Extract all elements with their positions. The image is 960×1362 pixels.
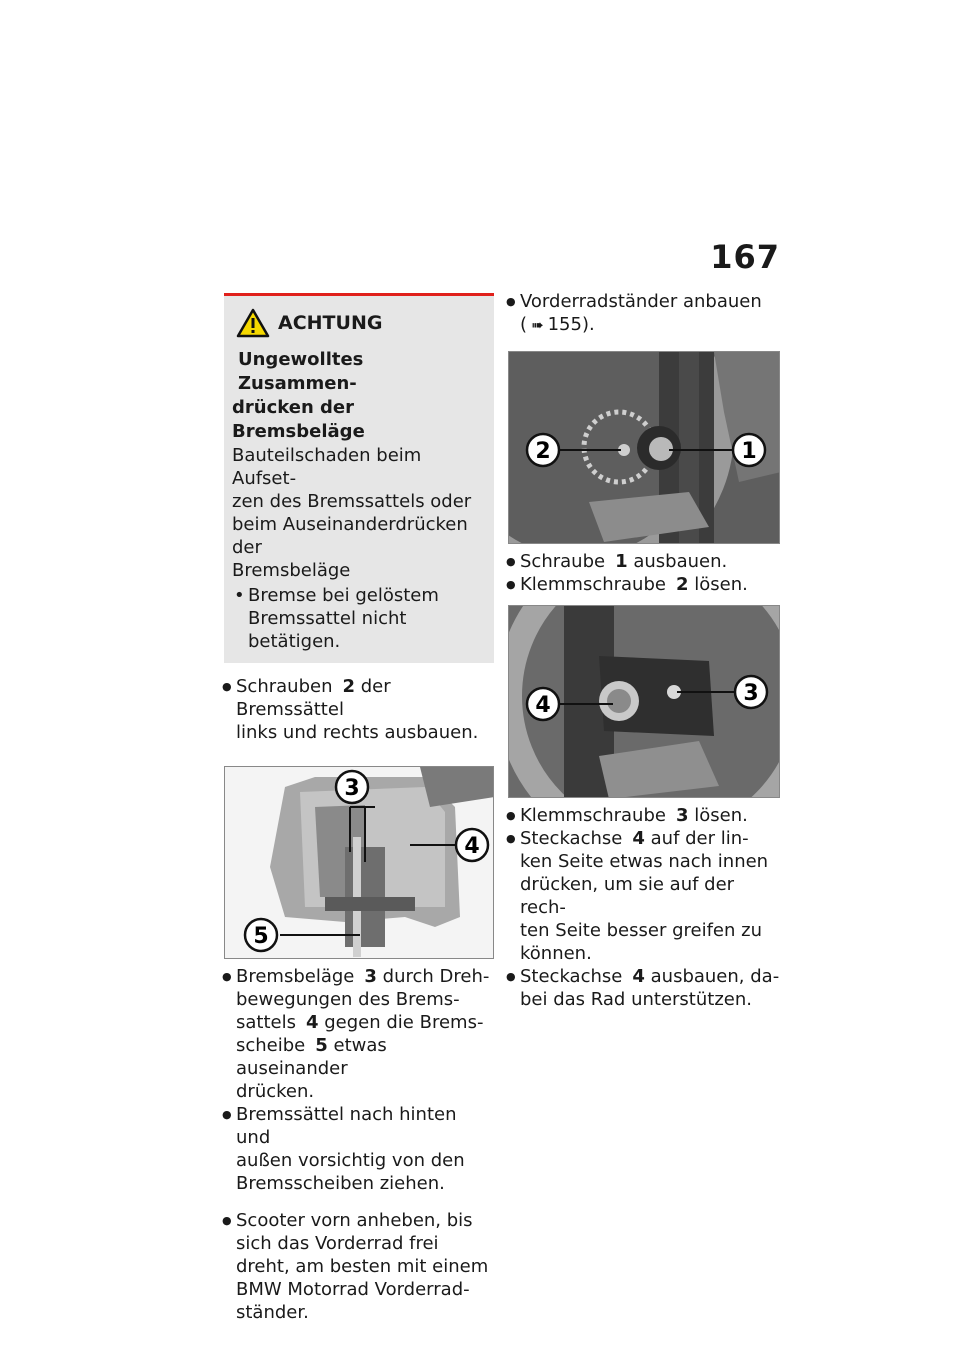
left-column	[224, 293, 494, 1324]
warning-subtitle-line: drücken der Bremsbeläge	[232, 397, 365, 442]
step-text: ausbauen.	[633, 551, 728, 572]
callout-label: 2	[535, 439, 551, 464]
step-text: Bremssättel nach hinten und	[236, 1104, 457, 1148]
step-text: gegen die Brems-	[324, 1012, 484, 1033]
warning-text	[232, 444, 486, 582]
figure-axle-right	[508, 351, 780, 544]
warning-bullet	[232, 584, 486, 653]
step-text: lösen.	[694, 805, 748, 826]
step-text: drücken, um sie auf der rech-	[520, 874, 735, 918]
callout-label: 5	[253, 924, 269, 949]
callout-label: 1	[741, 439, 757, 464]
step-text: Klemmschraube	[520, 574, 666, 595]
warning-header	[236, 308, 486, 338]
step-remove-screw	[508, 550, 780, 573]
axle-left-illustration	[509, 606, 780, 798]
step-text: (	[520, 314, 528, 335]
warning-box	[224, 293, 494, 663]
figure-axle-left	[508, 605, 780, 798]
warning-bullet-line: • Bremse bei gelöstem	[248, 585, 439, 606]
step-ref-number: 4	[632, 828, 645, 849]
step-text: bewegungen des Brems-	[236, 989, 460, 1010]
step-text: ten Seite besser greifen zu	[520, 920, 762, 941]
warning-text-line: beim Auseinanderdrücken der	[232, 514, 468, 558]
step-text: der Bremssättel	[236, 676, 391, 720]
step-text: Klemmschraube	[520, 805, 666, 826]
step-loosen-clamp-2	[508, 573, 780, 596]
warning-title: ACHTUNG	[278, 312, 383, 334]
step-ref-number: 2	[342, 676, 356, 697]
step-text: bei das Rad unterstützen.	[520, 989, 752, 1010]
figure-brake-caliper	[224, 766, 494, 959]
step-lift-scooter	[224, 1209, 494, 1324]
step-text: Bremsscheiben ziehen.	[236, 1173, 445, 1194]
step-text: ken Seite etwas nach innen	[520, 851, 769, 872]
right-column	[508, 290, 780, 1011]
warning-bullet-line: Bremssattel nicht betätigen.	[248, 608, 407, 652]
axle-right-illustration	[509, 352, 780, 544]
step-text: Vorderradständer anbauen	[520, 291, 762, 312]
caliper-illustration	[225, 767, 494, 959]
step-text: drücken.	[236, 1081, 315, 1102]
step-text: sattels	[236, 1012, 296, 1033]
step-ref-number: 4	[305, 1012, 319, 1033]
step-ref-number: 5	[315, 1035, 328, 1056]
step-press-pads	[224, 965, 494, 1103]
step-ref-number: 2	[675, 574, 689, 595]
step-push-axle	[508, 827, 780, 965]
step-text: Schrauben	[236, 676, 333, 697]
step-remove-screws	[224, 675, 494, 744]
callout-label: 3	[344, 776, 360, 801]
step-text: etwas auseinander	[236, 1035, 387, 1079]
step-text: 155).	[547, 314, 595, 335]
warning-subtitle-line: Ungewolltes Zusammen-	[238, 349, 364, 394]
step-ref-number: 3	[675, 805, 689, 826]
step-remove-axle	[508, 965, 780, 1011]
step-text: durch Dreh-	[382, 966, 490, 987]
step-text: außen vorsichtig von den	[236, 1150, 465, 1171]
step-text: dreht, am besten mit einem	[236, 1256, 489, 1277]
step-text: Scooter vorn anheben, bis	[236, 1210, 473, 1231]
callout-label: 4	[464, 834, 480, 859]
step-text: links und rechts ausbauen.	[236, 722, 479, 743]
step-text: Bremsbeläge	[236, 966, 355, 987]
step-text: Steckachse	[520, 828, 623, 849]
page-number: 167	[710, 238, 780, 276]
step-loosen-clamp-3	[508, 804, 780, 827]
reference-arrow-icon: ➠	[531, 316, 544, 334]
step-text: scheibe	[236, 1035, 306, 1056]
step-ref-number: 4	[632, 966, 645, 987]
callout-label: 4	[535, 693, 551, 718]
step-mount-stand	[508, 290, 780, 337]
warning-text-line: Bremsbeläge	[232, 560, 351, 581]
step-ref-number: 3	[364, 966, 377, 987]
step-text: sich das Vorderrad frei	[236, 1233, 439, 1254]
step-ref-number: 1	[615, 551, 628, 572]
step-text: ausbauen, da-	[650, 966, 780, 987]
step-pull-calipers	[224, 1103, 494, 1195]
step-text: BMW Motorrad Vorderrad-	[236, 1279, 470, 1300]
step-text: ständer.	[236, 1302, 309, 1323]
warning-triangle-icon	[236, 308, 270, 338]
step-text: Steckachse	[520, 966, 623, 987]
step-text: lösen.	[694, 574, 748, 595]
step-text: auf der lin-	[650, 828, 749, 849]
callout-label: 3	[743, 681, 759, 706]
warning-subtitle	[232, 348, 486, 444]
warning-text-line: Bauteilschaden beim Aufset-	[232, 445, 422, 489]
step-text: Schraube	[520, 551, 606, 572]
step-text: können.	[520, 943, 592, 964]
warning-text-line: zen des Bremssattels oder	[232, 491, 472, 512]
